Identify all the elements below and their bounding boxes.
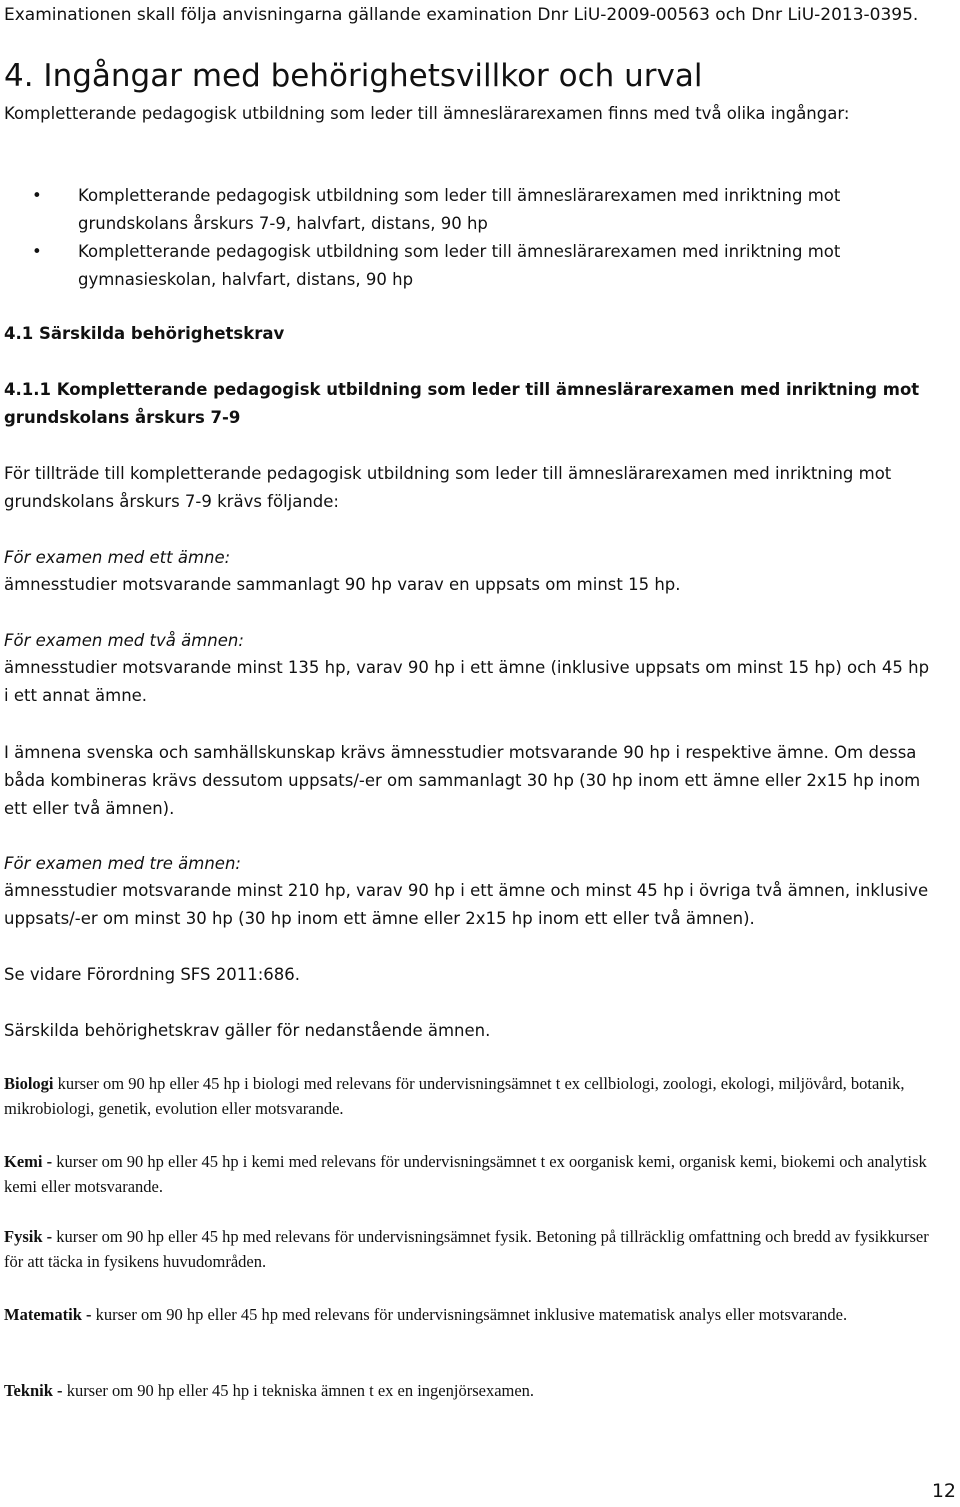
two-subjects-label: För examen med två ämnen:: [4, 631, 244, 650]
special-requirements-note: Särskilda behörighetskrav gäller för nedanstående ämnen.: [4, 1021, 491, 1040]
list-item-text: Kompletterande pedagogisk utbildning som leder till ämneslärarexamen med inriktning mot grundskolans årskurs 7-9, halvfart, distans, 90 hp: [78, 186, 841, 233]
three-subjects-text: ämnesstudier motsvarande minst 210 hp, varav 90 hp i ett ämne och minst 45 hp i övriga två ämnen, inklusive uppsats/-er om minst 30 hp (30 hp inom ett ämne eller 2x15 hp inom ett eller två ämnen).: [4, 881, 929, 928]
lead-paragraph: För tillträde till kompletterande pedagogisk utbildning som leder till ämneslärarexamen med inriktning mot grundskolans årskurs 7-9 krävs följande:: [4, 464, 892, 511]
subject-name: Matematik -: [4, 1305, 92, 1324]
subsection-title: 4.1 Särskilda behörighetskrav: [4, 324, 285, 343]
intro-paragraph: Kompletterande pedagogisk utbildning som leder till ämneslärarexamen finns med två olika ingångar:: [4, 104, 850, 123]
subject-name: Biologi: [4, 1074, 54, 1093]
reference-paragraph: Se vidare Förordning SFS 2011:686.: [4, 965, 301, 984]
svenska-paragraph: I ämnena svenska och samhällskunskap krävs ämnesstudier motsvarande 90 hp i respektive ämne. Om dessa båda kombineras krävs dessutom uppsats/-er om sammanlagt 30 hp (30 hp inom ett ämne eller 2x15 hp inom ett eller två ämnen).: [4, 743, 921, 818]
list-item: [4, 238, 934, 294]
subject-name: Kemi -: [4, 1152, 53, 1171]
section-title: 4. Ingångar med behörighetsvillkor och urval: [4, 58, 703, 94]
subject-matematik: [4, 1302, 934, 1327]
subject-biologi: [4, 1071, 934, 1121]
subject-fysik: [4, 1224, 934, 1274]
subject-text: kurser om 90 hp eller 45 hp med relevans för undervisningsämnet fysik. Betoning på tillräcklig omfattning och bredd av fysikkurser för att täcka in fysikens huvudområden.: [4, 1227, 929, 1271]
entry-list: [4, 182, 934, 294]
subsubsection-title: 4.1.1 Kompletterande pedagogisk utbildning som leder till ämneslärarexamen med inriktning mot grundskolans årskurs 7-9: [4, 380, 920, 427]
subject-name: Fysik -: [4, 1227, 53, 1246]
one-subject-text: ämnesstudier motsvarande sammanlagt 90 hp varav en uppsats om minst 15 hp.: [4, 575, 681, 594]
subject-text: kurser om 90 hp eller 45 hp i biologi med relevans för undervisningsämnet t ex cellbiologi, zoologi, ekologi, miljövård, botanik, mikrobiologi, genetik, evolution eller motsvarande.: [4, 1074, 905, 1118]
subject-text: kurser om 90 hp eller 45 hp i kemi med relevans för undervisningsämnet t ex oorganisk kemi, organisk kemi, biokemi och analytisk kemi eller motsvarande.: [4, 1152, 927, 1196]
list-item-text: Kompletterande pedagogisk utbildning som leder till ämneslärarexamen med inriktning mot gymnasieskolan, halvfart, distans, 90 hp: [78, 242, 841, 289]
list-item: [4, 182, 934, 238]
three-subjects-label: För examen med tre ämnen:: [4, 854, 241, 873]
subject-kemi: [4, 1149, 934, 1199]
subject-name: Teknik -: [4, 1381, 63, 1400]
one-subject-label: För examen med ett ämne:: [4, 548, 231, 567]
header-note: Examinationen skall följa anvisningarna gällande examination Dnr LiU-2009-00563 och Dnr LiU-2013-0395.: [4, 5, 919, 25]
subject-text: kurser om 90 hp eller 45 hp i tekniska ämnen t ex en ingenjörsexamen.: [62, 1381, 535, 1400]
subject-text: kurser om 90 hp eller 45 hp med relevans för undervisningsämnet inklusive matematisk analys eller motsvarande.: [91, 1305, 848, 1324]
subject-teknik: [4, 1378, 934, 1403]
bullet-icon: •: [32, 186, 42, 205]
page-number: 12: [931, 1480, 956, 1502]
bullet-icon: •: [32, 242, 42, 261]
two-subjects-text: ämnesstudier motsvarande minst 135 hp, varav 90 hp i ett ämne (inklusive uppsats om minst 15 hp) och 45 hp i ett annat ämne.: [4, 658, 930, 705]
